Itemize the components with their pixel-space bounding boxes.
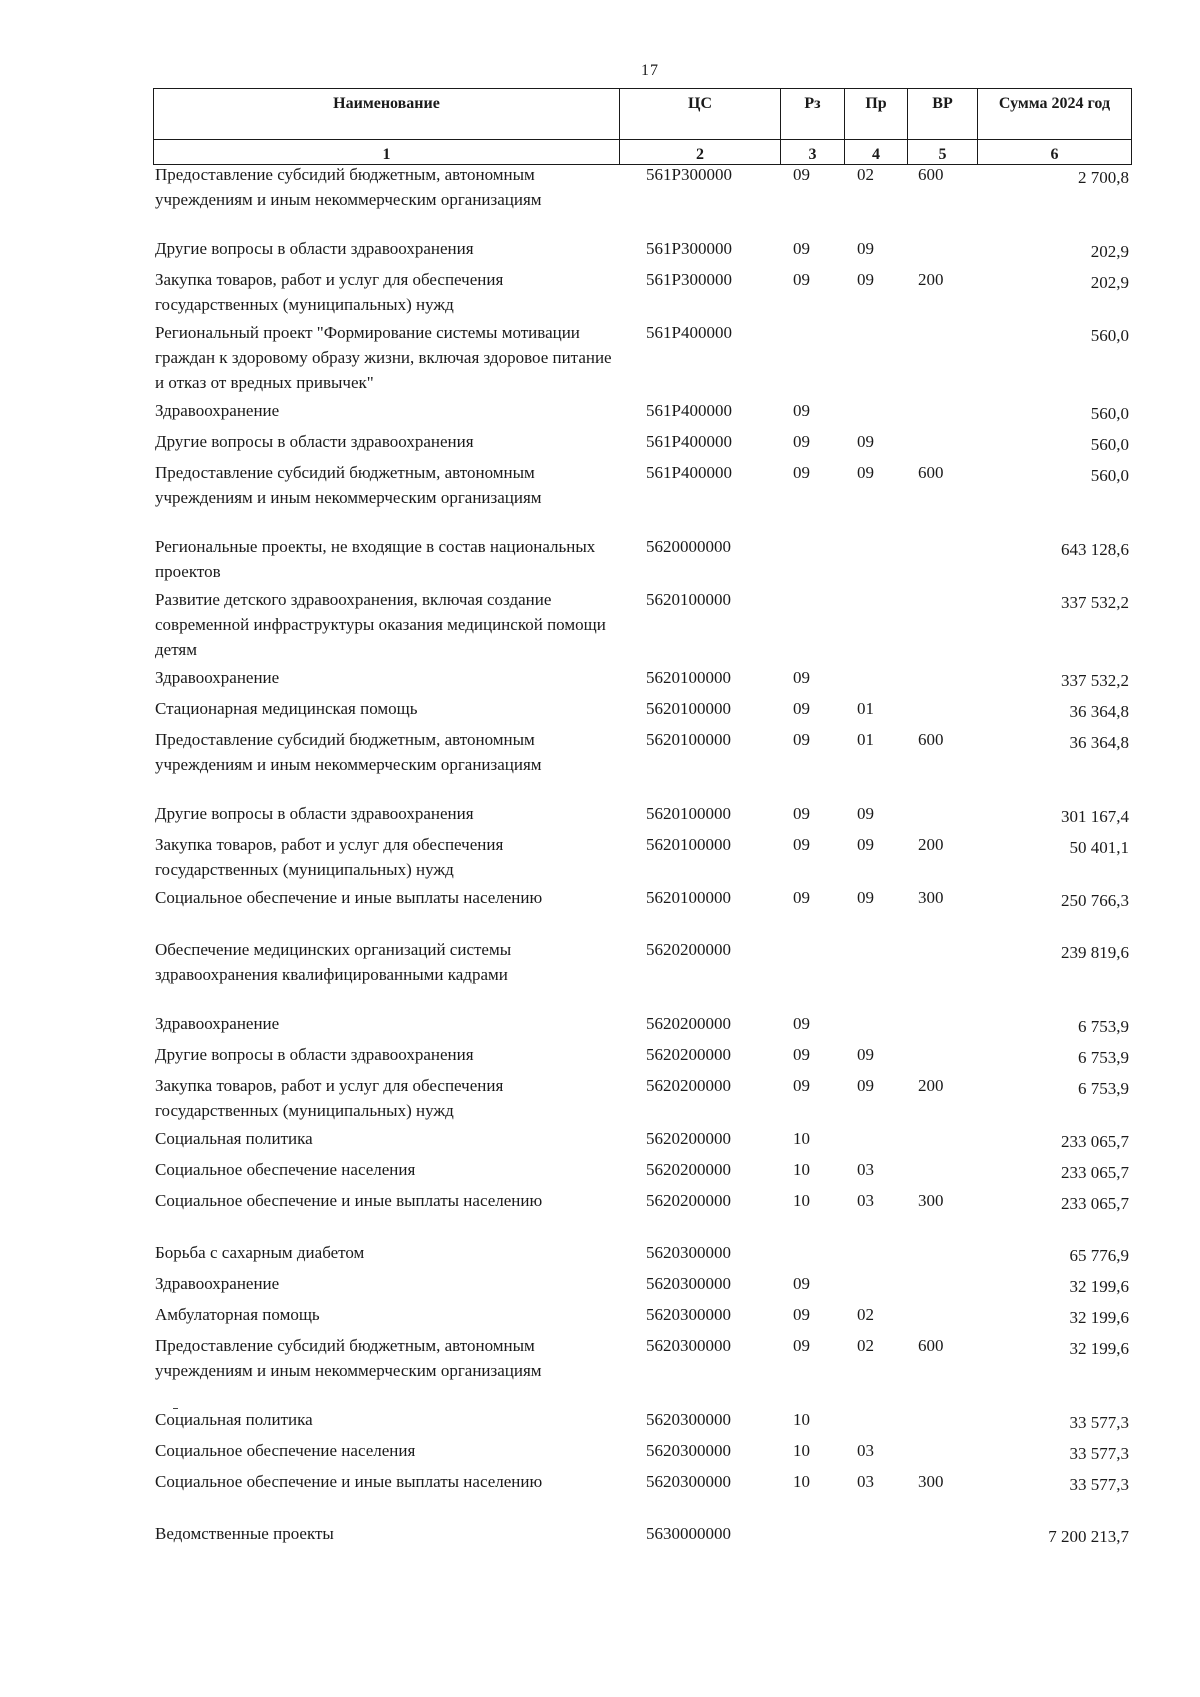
cell-sum: 33 577,3	[1069, 1475, 1129, 1494]
cell-cs: 5620300000	[646, 1243, 731, 1262]
budget-table	[153, 162, 1131, 1552]
cell-pr	[844, 398, 907, 429]
table-row	[153, 1240, 1131, 1271]
cell-sum: 32 199,6	[1069, 1339, 1129, 1358]
table-row	[153, 534, 1131, 587]
cell-rz: 09	[793, 668, 810, 687]
cell-cs: 5620200000	[646, 940, 731, 959]
cell-sum: 7 200 213,7	[1048, 1527, 1129, 1546]
cell-sum: 32 199,6	[1069, 1277, 1129, 1296]
cell-pr	[844, 665, 907, 696]
cell-pr: 02	[857, 165, 874, 184]
table-row	[153, 162, 1131, 236]
cell-name: Социальное обеспечение и иные выплаты населению	[155, 888, 543, 907]
header-rz: Рз	[781, 89, 845, 140]
cell-cs: 5620100000	[646, 668, 731, 687]
cell-rz	[780, 1521, 844, 1552]
cell-cs: 5620100000	[646, 888, 731, 907]
cell-pr: 01	[857, 730, 874, 749]
cell-pr	[844, 1521, 907, 1552]
cell-cs: 561P300000	[646, 165, 732, 184]
cell-name: Социальное обеспечение и иные выплаты населению	[155, 1191, 543, 1210]
cell-pr	[844, 1271, 907, 1302]
cell-pr	[844, 1011, 907, 1042]
cell-rz: 09	[793, 1076, 810, 1095]
table-row	[153, 665, 1131, 696]
cell-rz: 10	[793, 1129, 810, 1148]
cell-cs: 5620100000	[646, 590, 731, 609]
cell-sum: 65 776,9	[1069, 1246, 1129, 1265]
cell-name: Закупка товаров, работ и услуг для обеспечения государственных (муниципальных) нужд	[155, 835, 504, 879]
cell-vr	[907, 665, 977, 696]
cell-name: Здравоохранение	[155, 1014, 280, 1033]
cell-cs: 561P300000	[646, 239, 732, 258]
cell-vr	[907, 398, 977, 429]
cell-pr	[844, 937, 907, 1011]
cell-vr	[907, 696, 977, 727]
cell-cs: 5620300000	[646, 1336, 731, 1355]
header-vr: ВР	[908, 89, 978, 140]
header-num-6: 6	[978, 140, 1132, 165]
cell-vr	[907, 1042, 977, 1073]
cell-name: Амбулаторная помощь	[155, 1305, 320, 1324]
table-row	[153, 885, 1131, 937]
cell-name: Закупка товаров, работ и услуг для обеспечения государственных (муниципальных) нужд	[155, 270, 504, 314]
cell-sum: 202,9	[1090, 273, 1129, 292]
cell-cs: 5630000000	[646, 1524, 731, 1543]
cell-rz: 10	[793, 1410, 810, 1429]
cell-sum: 560,0	[1090, 466, 1129, 485]
cell-rz: 09	[793, 1045, 810, 1064]
cell-cs: 561P400000	[646, 323, 732, 342]
cell-vr: 600	[918, 1336, 944, 1355]
cell-pr	[844, 1407, 907, 1438]
cell-vr	[907, 1126, 977, 1157]
table-row	[153, 1042, 1131, 1073]
cell-sum: 250 766,3	[1061, 891, 1129, 910]
cell-cs: 5620200000	[646, 1129, 731, 1148]
header-num-4: 4	[845, 140, 908, 165]
cell-cs: 5620300000	[646, 1472, 731, 1491]
cell-cs: 5620100000	[646, 835, 731, 854]
cell-vr: 200	[918, 1076, 944, 1095]
cell-cs: 5620300000	[646, 1305, 731, 1324]
cell-name: Региональные проекты, не входящие в состав национальных проектов	[155, 537, 596, 581]
cell-rz: 09	[793, 804, 810, 823]
page-number: 17	[641, 62, 659, 79]
table-row	[153, 937, 1131, 1011]
cell-cs: 5620200000	[646, 1076, 731, 1095]
cell-vr: 600	[918, 730, 944, 749]
cell-rz: 09	[793, 1274, 810, 1293]
cell-name: Социальная политика	[155, 1129, 313, 1148]
cell-sum: 239 819,6	[1061, 943, 1129, 962]
cell-rz: 10	[793, 1191, 810, 1210]
cell-rz: 10	[793, 1441, 810, 1460]
header-num-1: 1	[154, 140, 620, 165]
table-row	[153, 1333, 1131, 1407]
cell-name: Предоставление субсидий бюджетным, автономным учреждениям и иным некоммерческим организациям	[155, 165, 542, 209]
cell-cs: 5620100000	[646, 730, 731, 749]
cell-pr: 09	[857, 835, 874, 854]
cell-pr	[844, 587, 907, 665]
cell-cs: 5620000000	[646, 537, 731, 556]
cell-name: Обеспечение медицинских организаций системы здравоохранения квалифицированными кадрами	[155, 940, 512, 984]
table-row	[153, 320, 1131, 398]
cell-vr	[907, 937, 977, 1011]
cell-sum: 233 065,7	[1061, 1163, 1129, 1182]
cell-sum: 33 577,3	[1069, 1413, 1129, 1432]
table-row	[153, 1469, 1131, 1521]
cell-vr	[907, 1302, 977, 1333]
cell-sum: 6 753,9	[1078, 1048, 1129, 1067]
cell-cs: 5620100000	[646, 804, 731, 823]
cell-cs: 561P400000	[646, 401, 732, 420]
cell-vr	[907, 1240, 977, 1271]
cell-pr	[844, 320, 907, 398]
cell-name: Другие вопросы в области здравоохранения	[155, 1045, 474, 1064]
cell-pr: 03	[857, 1472, 874, 1491]
header-cs: ЦС	[620, 89, 781, 140]
cell-cs: 5620300000	[646, 1410, 731, 1429]
cell-rz: 09	[793, 432, 810, 451]
cell-cs: 5620300000	[646, 1274, 731, 1293]
cell-vr	[907, 236, 977, 267]
cell-name: Развитие детского здравоохранения, включая создание современной инфраструктуры оказания медицинской помощи детям	[155, 590, 606, 659]
stray-dash	[173, 1408, 178, 1409]
table-row	[153, 1073, 1131, 1126]
cell-pr: 09	[857, 239, 874, 258]
header-pr: Пр	[845, 89, 908, 140]
table-row	[153, 460, 1131, 534]
cell-vr: 300	[918, 888, 944, 907]
cell-vr	[907, 1521, 977, 1552]
cell-name: Здравоохранение	[155, 1274, 280, 1293]
cell-rz	[780, 534, 844, 587]
cell-pr: 01	[857, 699, 874, 718]
cell-rz: 09	[793, 1014, 810, 1033]
table-row	[153, 1188, 1131, 1240]
table-row	[153, 1271, 1131, 1302]
cell-cs: 5620200000	[646, 1014, 731, 1033]
table-row	[153, 1157, 1131, 1188]
cell-vr	[907, 429, 977, 460]
cell-pr: 03	[857, 1191, 874, 1210]
cell-sum: 301 167,4	[1061, 807, 1129, 826]
cell-name: Другие вопросы в области здравоохранения	[155, 239, 474, 258]
table-row	[153, 236, 1131, 267]
table-row	[153, 1302, 1131, 1333]
cell-vr	[907, 1157, 977, 1188]
cell-rz	[780, 1240, 844, 1271]
cell-pr	[844, 1126, 907, 1157]
cell-vr	[907, 587, 977, 665]
cell-sum: 560,0	[1090, 435, 1129, 454]
cell-cs: 5620200000	[646, 1045, 731, 1064]
cell-rz	[780, 937, 844, 1011]
cell-rz: 09	[793, 1305, 810, 1324]
cell-name: Предоставление субсидий бюджетным, автономным учреждениям и иным некоммерческим организациям	[155, 730, 542, 774]
cell-vr	[907, 801, 977, 832]
cell-pr: 09	[857, 463, 874, 482]
cell-rz	[780, 587, 844, 665]
cell-cs: 5620200000	[646, 1191, 731, 1210]
cell-rz: 10	[793, 1160, 810, 1179]
cell-rz: 09	[793, 165, 810, 184]
cell-rz: 09	[793, 270, 810, 289]
cell-sum: 36 364,8	[1069, 702, 1129, 721]
cell-cs: 5620100000	[646, 699, 731, 718]
table-row	[153, 727, 1131, 801]
cell-pr: 02	[857, 1305, 874, 1324]
cell-pr: 03	[857, 1160, 874, 1179]
cell-pr: 02	[857, 1336, 874, 1355]
cell-sum: 6 753,9	[1078, 1017, 1129, 1036]
cell-sum: 643 128,6	[1061, 540, 1129, 559]
cell-name: Предоставление субсидий бюджетным, автономным учреждениям и иным некоммерческим организациям	[155, 463, 542, 507]
cell-rz: 09	[793, 730, 810, 749]
cell-vr	[907, 1011, 977, 1042]
cell-sum: 560,0	[1090, 404, 1129, 423]
cell-sum: 202,9	[1090, 242, 1129, 261]
cell-name: Здравоохранение	[155, 668, 280, 687]
cell-rz: 09	[793, 699, 810, 718]
cell-rz: 09	[793, 239, 810, 258]
cell-name: Социальное обеспечение населения	[155, 1441, 416, 1460]
cell-pr: 03	[857, 1441, 874, 1460]
cell-name: Стационарная медицинская помощь	[155, 699, 418, 718]
cell-pr: 09	[857, 270, 874, 289]
cell-rz: 10	[793, 1472, 810, 1491]
cell-vr	[907, 1407, 977, 1438]
cell-name: Предоставление субсидий бюджетным, автономным учреждениям и иным некоммерческим организациям	[155, 1336, 542, 1380]
cell-rz: 09	[793, 401, 810, 420]
cell-vr: 300	[918, 1472, 944, 1491]
table-row	[153, 1011, 1131, 1042]
cell-vr	[907, 534, 977, 587]
cell-pr: 09	[857, 1076, 874, 1095]
table-row	[153, 267, 1131, 320]
cell-sum: 233 065,7	[1061, 1194, 1129, 1213]
cell-vr: 200	[918, 270, 944, 289]
cell-name: Ведомственные проекты	[155, 1524, 334, 1543]
table-row	[153, 1521, 1131, 1552]
cell-sum: 33 577,3	[1069, 1444, 1129, 1463]
cell-name: Социальная политика	[155, 1410, 313, 1429]
cell-name: Борьба с сахарным диабетом	[155, 1243, 365, 1262]
cell-vr	[907, 1271, 977, 1302]
cell-pr	[844, 534, 907, 587]
table-row	[153, 587, 1131, 665]
cell-rz: 09	[793, 463, 810, 482]
table-row	[153, 696, 1131, 727]
cell-pr	[844, 1240, 907, 1271]
cell-sum: 36 364,8	[1069, 733, 1129, 752]
cell-sum: 337 532,2	[1061, 671, 1129, 690]
cell-rz: 09	[793, 1336, 810, 1355]
header-sum: Сумма 2024 год	[978, 89, 1132, 140]
table-row	[153, 1407, 1131, 1438]
cell-name: Здравоохранение	[155, 401, 280, 420]
header-num-2: 2	[620, 140, 781, 165]
header-table	[153, 88, 1132, 165]
cell-rz: 09	[793, 888, 810, 907]
header-name: Наименование	[154, 89, 620, 140]
cell-cs: 5620300000	[646, 1441, 731, 1460]
cell-vr	[907, 320, 977, 398]
table-row	[153, 801, 1131, 832]
cell-name: Региональный проект "Формирование системы мотивации граждан к здоровому образу жизни, включая здоровое питание и отказ от вредных привычек"	[155, 323, 612, 392]
cell-name: Другие вопросы в области здравоохранения	[155, 432, 474, 451]
cell-pr: 09	[857, 1045, 874, 1064]
header-num-3: 3	[781, 140, 845, 165]
table-row	[153, 429, 1131, 460]
cell-vr	[907, 1438, 977, 1469]
table-row	[153, 1438, 1131, 1469]
cell-sum: 32 199,6	[1069, 1308, 1129, 1327]
table-row	[153, 832, 1131, 885]
cell-cs: 561P400000	[646, 463, 732, 482]
cell-vr: 300	[918, 1191, 944, 1210]
cell-vr: 600	[918, 463, 944, 482]
cell-name: Другие вопросы в области здравоохранения	[155, 804, 474, 823]
cell-rz: 09	[793, 835, 810, 854]
cell-name: Социальное обеспечение и иные выплаты населению	[155, 1472, 543, 1491]
cell-sum: 50 401,1	[1069, 838, 1129, 857]
cell-cs: 561P400000	[646, 432, 732, 451]
cell-name: Социальное обеспечение населения	[155, 1160, 416, 1179]
cell-pr: 09	[857, 888, 874, 907]
cell-sum: 560,0	[1090, 326, 1129, 345]
cell-sum: 6 753,9	[1078, 1079, 1129, 1098]
cell-sum: 233 065,7	[1061, 1132, 1129, 1151]
cell-sum: 337 532,2	[1061, 593, 1129, 612]
cell-name: Закупка товаров, работ и услуг для обеспечения государственных (муниципальных) нужд	[155, 1076, 504, 1120]
table-row	[153, 1126, 1131, 1157]
table-row	[153, 398, 1131, 429]
cell-vr: 200	[918, 835, 944, 854]
cell-cs: 561P300000	[646, 270, 732, 289]
header-num-5: 5	[908, 140, 978, 165]
cell-rz	[780, 320, 844, 398]
cell-pr: 09	[857, 804, 874, 823]
cell-sum: 2 700,8	[1078, 168, 1129, 187]
cell-cs: 5620200000	[646, 1160, 731, 1179]
cell-vr: 600	[918, 165, 944, 184]
cell-pr: 09	[857, 432, 874, 451]
